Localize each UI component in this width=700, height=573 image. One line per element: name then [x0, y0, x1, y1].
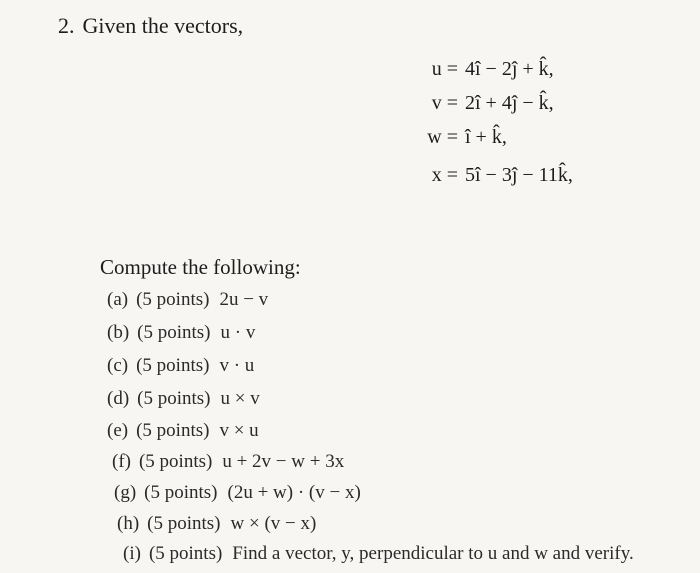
equation-v	[420, 90, 554, 116]
part-points: (5 points)	[144, 482, 218, 503]
part-d	[107, 386, 260, 412]
part-expression: v · u	[219, 355, 255, 376]
part-label: (a)	[107, 289, 129, 310]
part-expression: u · v	[220, 322, 256, 343]
part-points: (5 points)	[137, 322, 211, 343]
part-i	[123, 541, 634, 567]
equation-lhs: x =	[431, 164, 458, 186]
problem-intro: Given the vectors,	[82, 13, 244, 38]
part-points: (5 points)	[148, 543, 223, 564]
equation-rhs: 4î − 2ĵ + k̂,	[465, 58, 554, 80]
part-g	[114, 480, 361, 506]
problem-number: 2.	[58, 13, 75, 38]
equation-lhs: u =	[431, 58, 458, 80]
part-expression: u × v	[220, 388, 260, 409]
part-label: (h)	[117, 513, 140, 534]
equation-lhs: w =	[427, 126, 458, 148]
equation-x	[420, 162, 573, 188]
equation-rhs: 2î + 4ĵ − k̂,	[465, 92, 554, 114]
part-expression: (2u + w) · (v − x)	[227, 482, 361, 503]
part-expression: w × (v − x)	[230, 513, 317, 534]
equation-rhs: î + k̂,	[465, 126, 507, 148]
part-label: (f)	[112, 451, 131, 472]
part-expression: u + 2v − w + 3x	[222, 451, 345, 472]
part-label: (d)	[107, 388, 130, 409]
part-a	[107, 287, 268, 313]
part-label: (c)	[107, 355, 129, 376]
part-label: (g)	[114, 482, 137, 503]
part-points: (5 points)	[138, 451, 213, 472]
problem-heading	[58, 12, 243, 40]
part-h	[117, 511, 316, 537]
part-expression: v × u	[219, 420, 259, 441]
part-label: (b)	[107, 322, 130, 343]
compute-heading: Compute the following:	[100, 255, 301, 279]
part-points: (5 points)	[147, 513, 221, 534]
equation-u	[420, 56, 554, 82]
part-points: (5 points)	[136, 289, 210, 310]
equation-w	[420, 124, 507, 150]
equation-rhs: 5î − 3ĵ − 11k̂,	[465, 164, 573, 186]
part-expression: 2u − v	[219, 289, 269, 310]
part-c	[107, 353, 254, 379]
part-f	[112, 449, 344, 475]
part-b	[107, 320, 255, 346]
equation-lhs: v =	[431, 92, 458, 114]
part-label: (e)	[107, 420, 129, 441]
part-points: (5 points)	[136, 420, 210, 441]
part-expression: Find a vector, y, perpendicular to u and w and verify.	[232, 543, 634, 564]
part-label: (i)	[123, 543, 141, 564]
part-points: (5 points)	[137, 388, 211, 409]
part-points: (5 points)	[136, 355, 210, 376]
part-e	[107, 418, 259, 444]
